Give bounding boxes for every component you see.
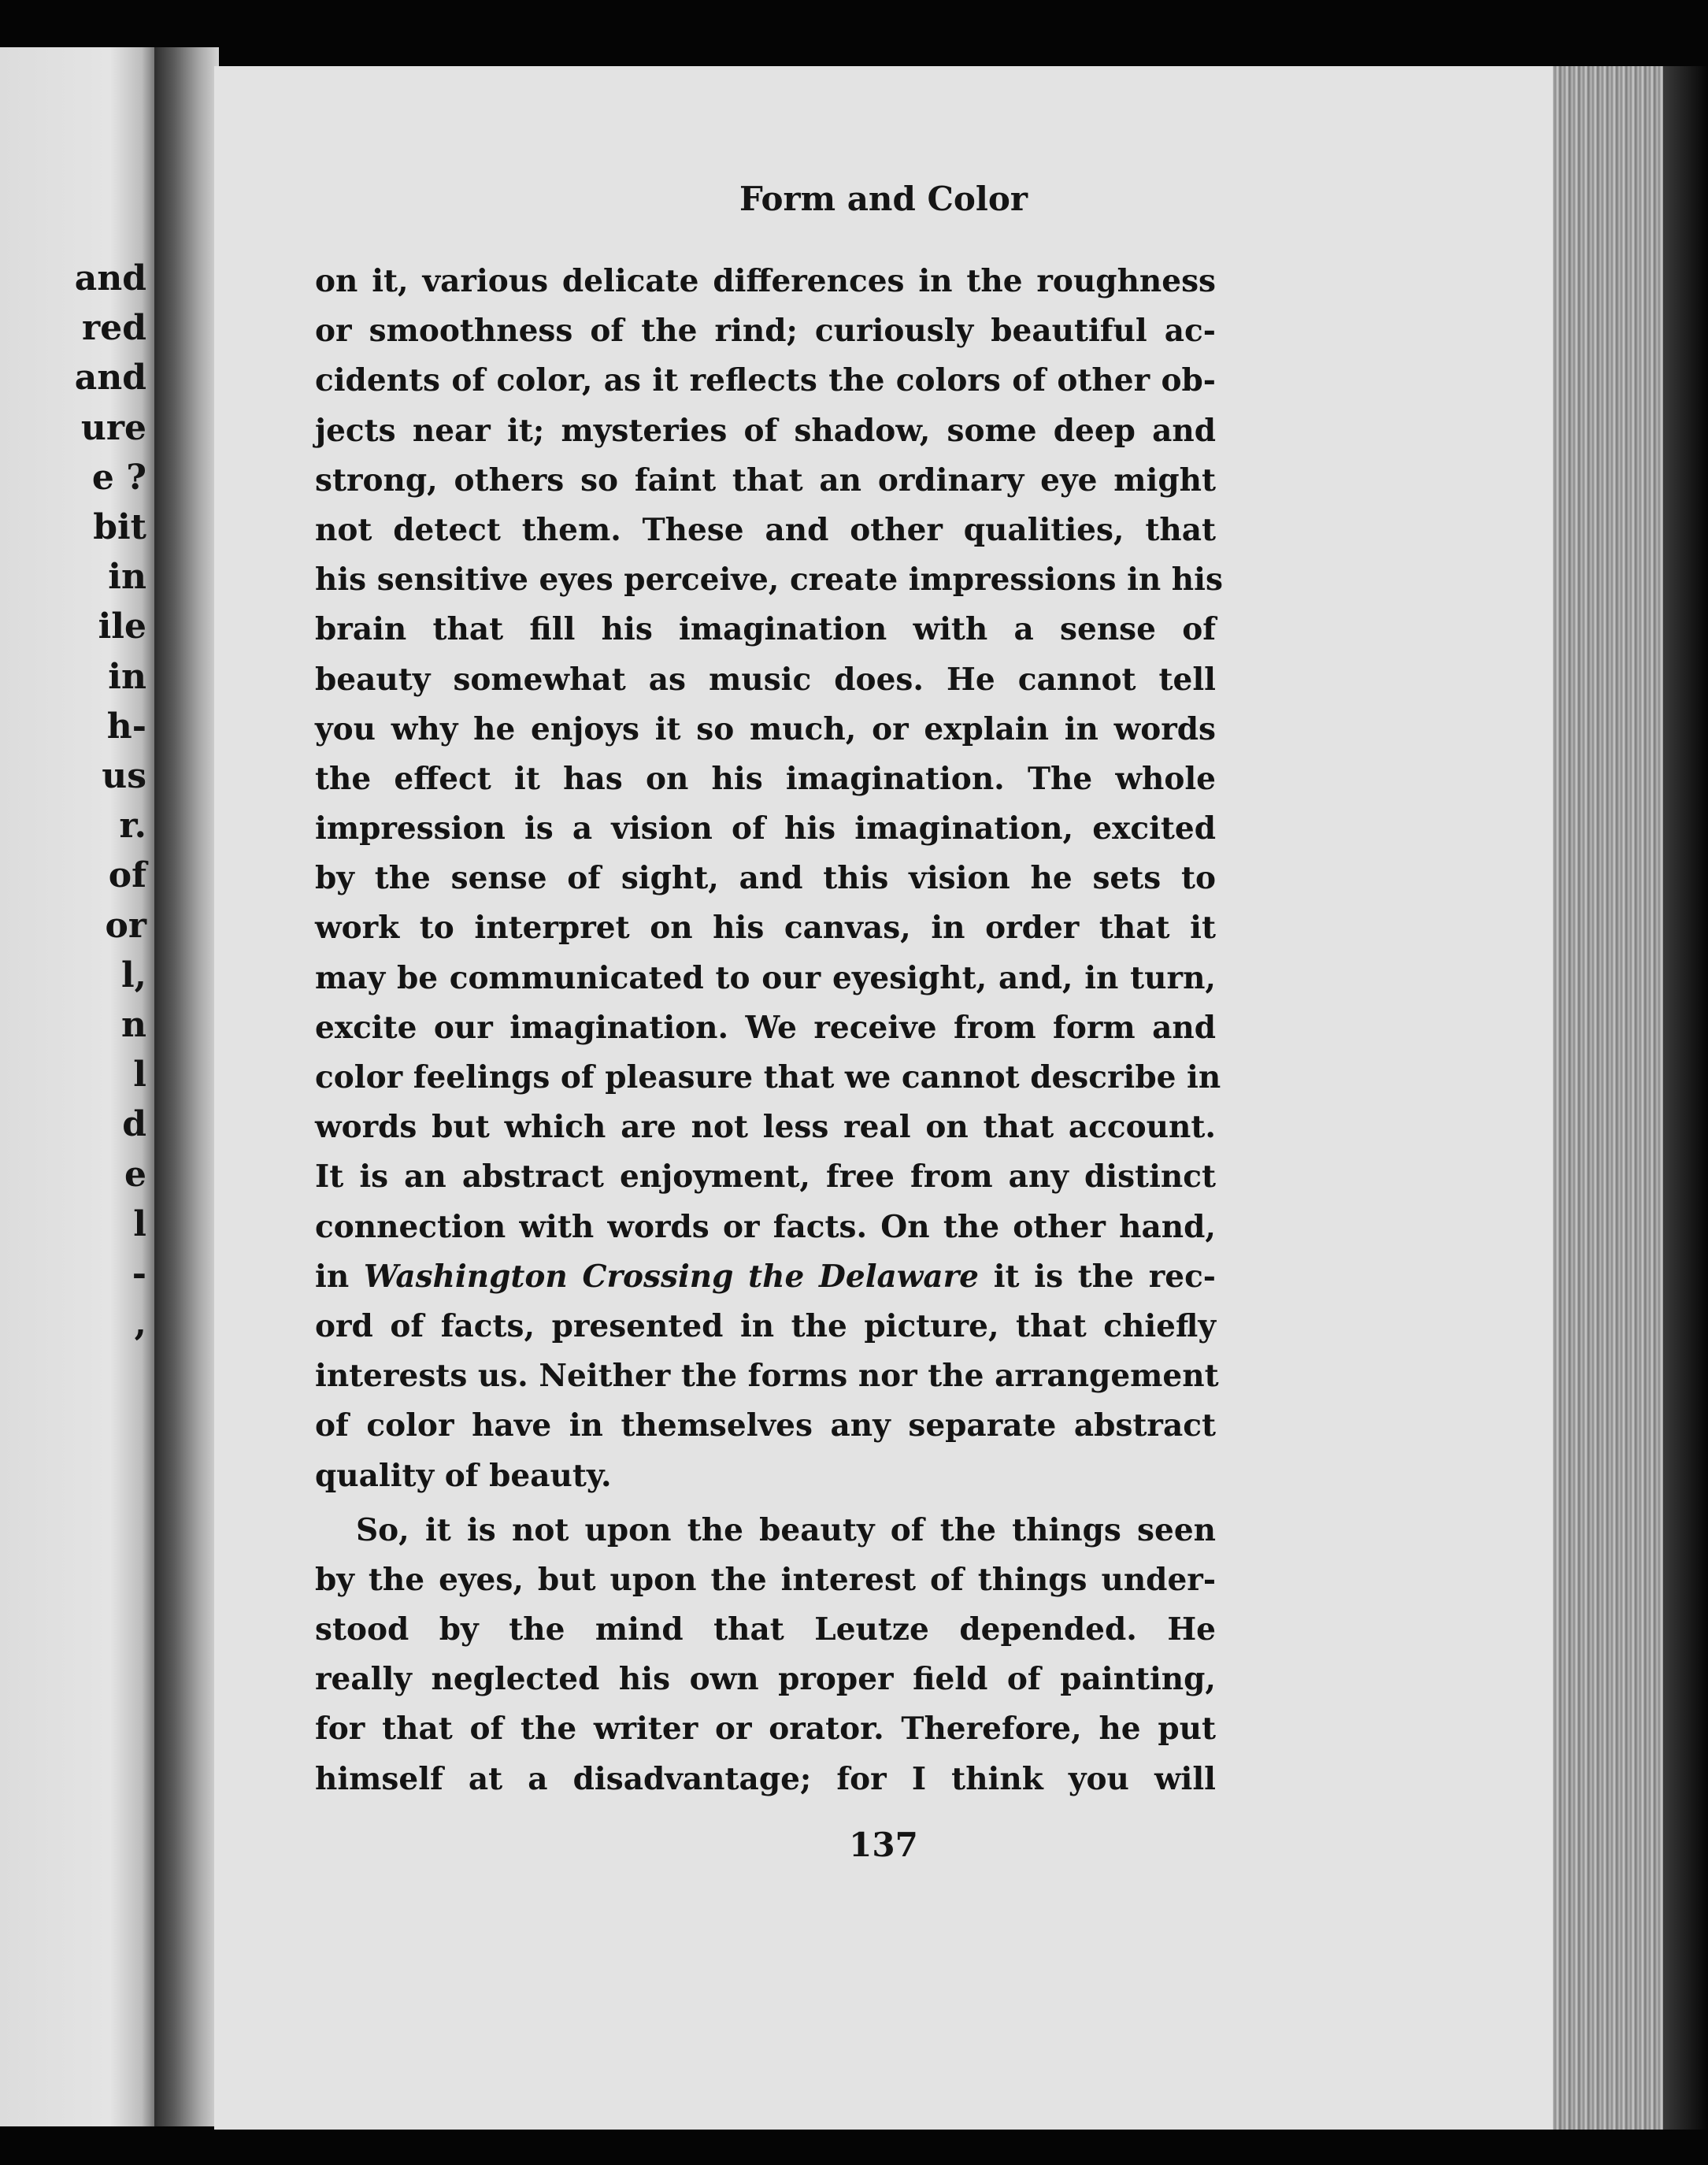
text-line: brain that fill his imagination with a sense of bbox=[315, 611, 1216, 648]
text-line: by the sense of sight, and this vision he sets to bbox=[315, 860, 1216, 897]
text-line: quality of beauty. bbox=[315, 1457, 612, 1494]
left-page-fragment: of bbox=[108, 855, 146, 896]
text-line: really neglected his own proper field of painting, bbox=[315, 1661, 1216, 1698]
text-line: impression is a vision of his imagination, excited bbox=[315, 810, 1216, 847]
text-line: for that of the writer or orator. Therefore, he put bbox=[315, 1711, 1216, 1748]
painting-title: Washington Crossing the Delaware bbox=[363, 1258, 979, 1295]
text-line: himself at a disadvantage; for I think you will bbox=[315, 1760, 1216, 1797]
left-page-fragment: and bbox=[74, 258, 146, 298]
paragraph-1 bbox=[315, 257, 1223, 1252]
left-page-fragment: e bbox=[124, 1154, 146, 1195]
page-edge-stack bbox=[1553, 66, 1663, 2130]
left-page-fragment: in bbox=[108, 656, 146, 697]
text-line: jects near it; mysteries of shadow, some deep and bbox=[315, 412, 1216, 449]
left-page-fragment: red bbox=[82, 308, 146, 349]
text-line: may be communicated to our eyesight, and, in turn, bbox=[315, 959, 1216, 996]
text-line: beauty somewhat as music does. He cannot tell bbox=[315, 661, 1216, 698]
left-page-fragment: or bbox=[105, 905, 146, 946]
text-line: cidents of color, as it reflects the colors of other ob- bbox=[315, 362, 1216, 399]
text-line: you why he enjoys it so much, or explain in words bbox=[315, 710, 1216, 747]
text-line: on it, various delicate differences in the roughness bbox=[315, 263, 1216, 299]
text-line bbox=[315, 1252, 1216, 1302]
text-line: words but which are not less real on that account. bbox=[315, 1109, 1216, 1146]
left-page-fragment: d bbox=[122, 1104, 146, 1145]
text-line: his sensitive eyes perceive, create impressions in his bbox=[315, 562, 1223, 599]
previous-page-text-fragments bbox=[75, 254, 146, 1348]
text-line: interests us. Neither the forms nor the arrangement bbox=[315, 1358, 1219, 1395]
text-line: color feelings of pleasure that we cannot describe in bbox=[315, 1059, 1221, 1095]
text-line: the effect it has on his imagination. The whole bbox=[315, 760, 1216, 797]
paragraph-1-continued bbox=[315, 1302, 1219, 1501]
text-line: It is an abstract enjoyment, free from any distinct bbox=[315, 1158, 1216, 1196]
left-page-fragment: l bbox=[133, 1055, 146, 1095]
text-line-prefix: in bbox=[315, 1258, 350, 1295]
text-line: strong, others so faint that an ordinary eye might bbox=[315, 462, 1216, 499]
text-line-suffix: it is the rec- bbox=[993, 1258, 1216, 1295]
text-line: work to interpret on his canvas, in order that it bbox=[315, 910, 1216, 947]
text-line: of color have in themselves any separate abstract bbox=[315, 1407, 1216, 1444]
left-page-fragment: n bbox=[121, 1005, 146, 1046]
left-page-fragment: us bbox=[102, 756, 146, 797]
left-page-fragment: and bbox=[74, 358, 146, 399]
text-line: by the eyes, but upon the interest of things under- bbox=[315, 1561, 1216, 1598]
left-page-fragment: ure bbox=[80, 407, 146, 448]
left-page-fragment: l bbox=[133, 1203, 146, 1244]
body-text bbox=[315, 257, 1223, 1804]
left-page-fragment: in bbox=[108, 557, 146, 598]
text-line: ord of facts, presented in the picture, that chiefly bbox=[315, 1307, 1216, 1344]
left-page-fragment: l, bbox=[120, 955, 146, 995]
left-page-fragment: - bbox=[132, 1254, 146, 1295]
text-line: not detect them. These and other qualities, that bbox=[315, 511, 1216, 548]
left-page-fragment: r. bbox=[119, 806, 146, 847]
page-edge-shadow bbox=[1663, 66, 1708, 2130]
book-gutter-shadow bbox=[154, 47, 219, 2126]
page-number: 137 bbox=[849, 1826, 918, 1864]
text-line: excite our imagination. We receive from form and bbox=[315, 1009, 1216, 1046]
previous-page-edge bbox=[0, 47, 157, 2126]
text-line: So, it is not upon the beauty of the things seen bbox=[356, 1511, 1216, 1548]
text-line: or smoothness of the rind; curiously beautiful ac- bbox=[315, 313, 1216, 350]
running-head: Form and Color bbox=[739, 180, 1028, 218]
text-line: stood by the mind that Leutze depended. He bbox=[315, 1611, 1216, 1648]
left-page-fragment: , bbox=[134, 1303, 146, 1344]
left-page-fragment: e ? bbox=[91, 457, 146, 498]
paragraph-2 bbox=[315, 1506, 1216, 1804]
left-page-fragment: bit bbox=[93, 507, 146, 548]
left-page-fragment: h- bbox=[106, 706, 146, 747]
left-page-fragment: ile bbox=[98, 606, 146, 647]
text-line: connection with words or facts. On the other hand, bbox=[315, 1208, 1216, 1245]
